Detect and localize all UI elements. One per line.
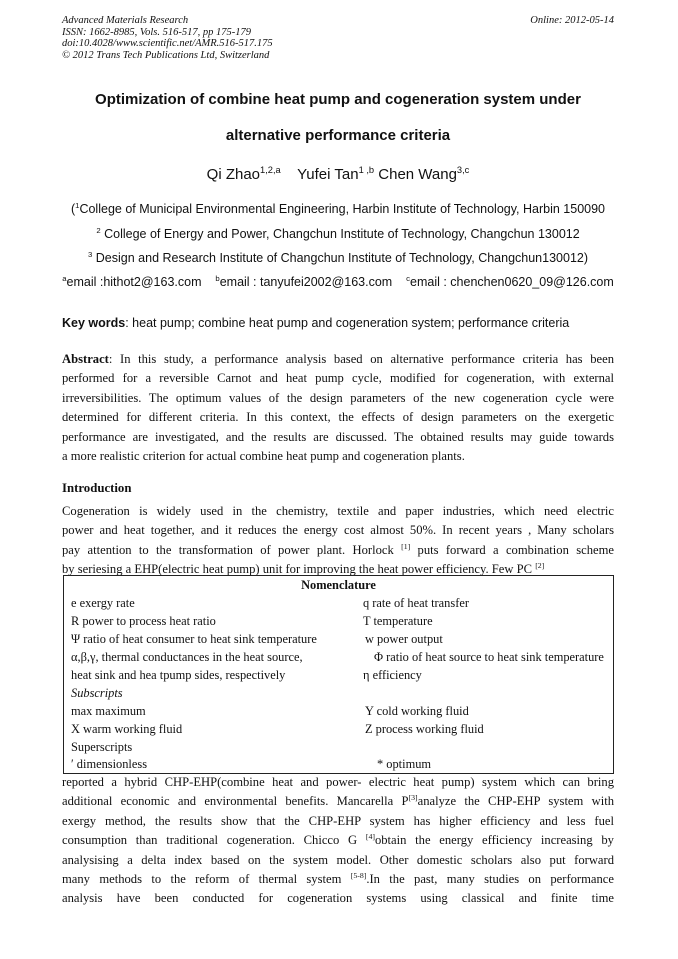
email: email : tanyufei2002@163.com [219,275,393,289]
author-sup: 1,2,a [260,165,281,175]
affiliation-3: $^3$ Design and Research Institute of Changchun Institute of Technology, Changchun130012) [87,249,589,265]
citation: [5-8] [350,870,367,880]
nomen-left: α,β,γ, thermal conductances in the heat source, [71,650,303,664]
paper-title-line-2: alternative performance criteria [225,127,451,144]
paper-title-line-1: Optimization of combine heat pump and cogeneration system under [95,91,581,108]
keywords-text: : heat pump; combine heat pump and cogeneration system; performance criteria [125,316,570,330]
nomen-left: e exergy rate [71,596,135,610]
nomenclature-title: Nomenclature [301,578,376,592]
nomen-left: ′ dimensionless [71,757,148,771]
author-list [62,166,614,183]
nomen-left: heat sink and hea tpump sides, respectively [71,668,286,682]
citation: [2] [535,561,545,571]
nomen-left: Ψ ratio of heat consumer to heat sink temperature [71,632,317,646]
author-name: Chen Wang [378,166,457,183]
abstract-label: Abstract [62,352,109,366]
author-name: Yufei Tan [297,166,359,183]
citation: [3] [408,793,418,803]
nomen-right: Φ ratio of heat source to heat sink temperature [374,650,604,664]
journal-header [62,15,614,61]
nomen-right: w power output [365,632,443,646]
nomen-left: X warm working fluid [71,722,183,736]
nomen-right: Y cold working fluid [365,704,469,718]
abstract: Abstract: In this study, a performance analysis based on alternative performance criteria has been performed for a reversible Carnot and heat pump cycle, modified for cogeneration, with external irreversibilities. The optimum values of the design parameters of the new cogeneration cycle were determined for different criteria. In this context, the effects of design parameters on the exergetic performance are investigated, and the results are discussed. The obtained results may guide towards a more realistic criterion for actual combine heat pump and cogeneration plants. [62,352,614,464]
nomen-right: Z process working fluid [365,722,484,736]
subscripts-label: Subscripts [71,686,123,700]
intro-paragraph-top: Cogeneration is widely used in the chemistry, textile and paper industries, which need electric power and heat together, and it reduces the energy cost almost 50%. In recent years , Many scholars pay attention to the transformation of power plant. Horlock [1] puts forward a combination scheme by seriesing a EHP(electric heat pump) unit for improving the heat power efficiency. Few PC [2] [62,504,614,577]
journal-issn: ISSN: 1662-8985, Vols. 516-517, pp 175-179 [62,26,251,38]
affiliation-1: ($^1$College of Municipal Environmental Engineering, Harbin Institute of Technology, Harbin 150090 [70,200,606,216]
keywords [62,316,614,330]
citation: [4] [365,832,375,842]
keywords-label: Key words [62,316,126,330]
email: email :hithot2@163.com [66,275,202,289]
nomen-left: max maximum [71,704,146,718]
journal-name: Advanced Materials Research [62,15,189,26]
author-sup: 1 ,b [358,165,375,175]
citation: [1] [401,541,411,551]
superscripts-label: Superscripts [71,740,133,754]
nomen-right: η efficiency [363,668,422,682]
author-sup: 3,c [456,165,470,175]
email: email : chenchen0620_09@126.com [410,275,614,289]
intro-paragraph-bottom: reported a hybrid CHP-EHP(combine heat and power- electric heat pump) system which can bring additional economic and environmental benefits. Mancarella P[3]analyze the CHP-EHP system with exergy method, the results show that the CHP-EHP system has higher efficiency and less fuel consumption than traditional cogeneration. Chicco G [4]obtain the energy efficiency increasing by analysising a delta index based on the system model. Other domestic scholars also put forward many methods to the reform of thermal system [5-8].In the past, many studies on performance analysis have been conducted for cogeneration systems using classical and finite time [62,775,614,906]
journal-copyright: © 2012 Trans Tech Publications Ltd, Switzerland [62,49,270,61]
journal-doi: doi:10.4028/www.scientific.net/AMR.516-517.175 [62,38,273,49]
section-heading-introduction: Introduction [62,481,132,495]
nomen-right: T temperature [363,614,433,628]
online-date: Online: 2012-05-14 [530,15,614,26]
nomen-right: q rate of heat transfer [363,596,469,610]
email-list: $^a$email :hithot2@163.com $^b$email : tanyufei2002@163.com $^c$email : chenchen0620_09@126.com [62,273,614,289]
author-name: Qi Zhao [206,166,261,183]
nomenclature-table [63,575,614,774]
affiliation-2: $^2$ College of Energy and Power, Changchun Institute of Technology, Changchun 130012 [96,225,580,241]
nomen-right: * optimum [377,757,432,771]
nomen-left: R power to process heat ratio [71,614,216,628]
